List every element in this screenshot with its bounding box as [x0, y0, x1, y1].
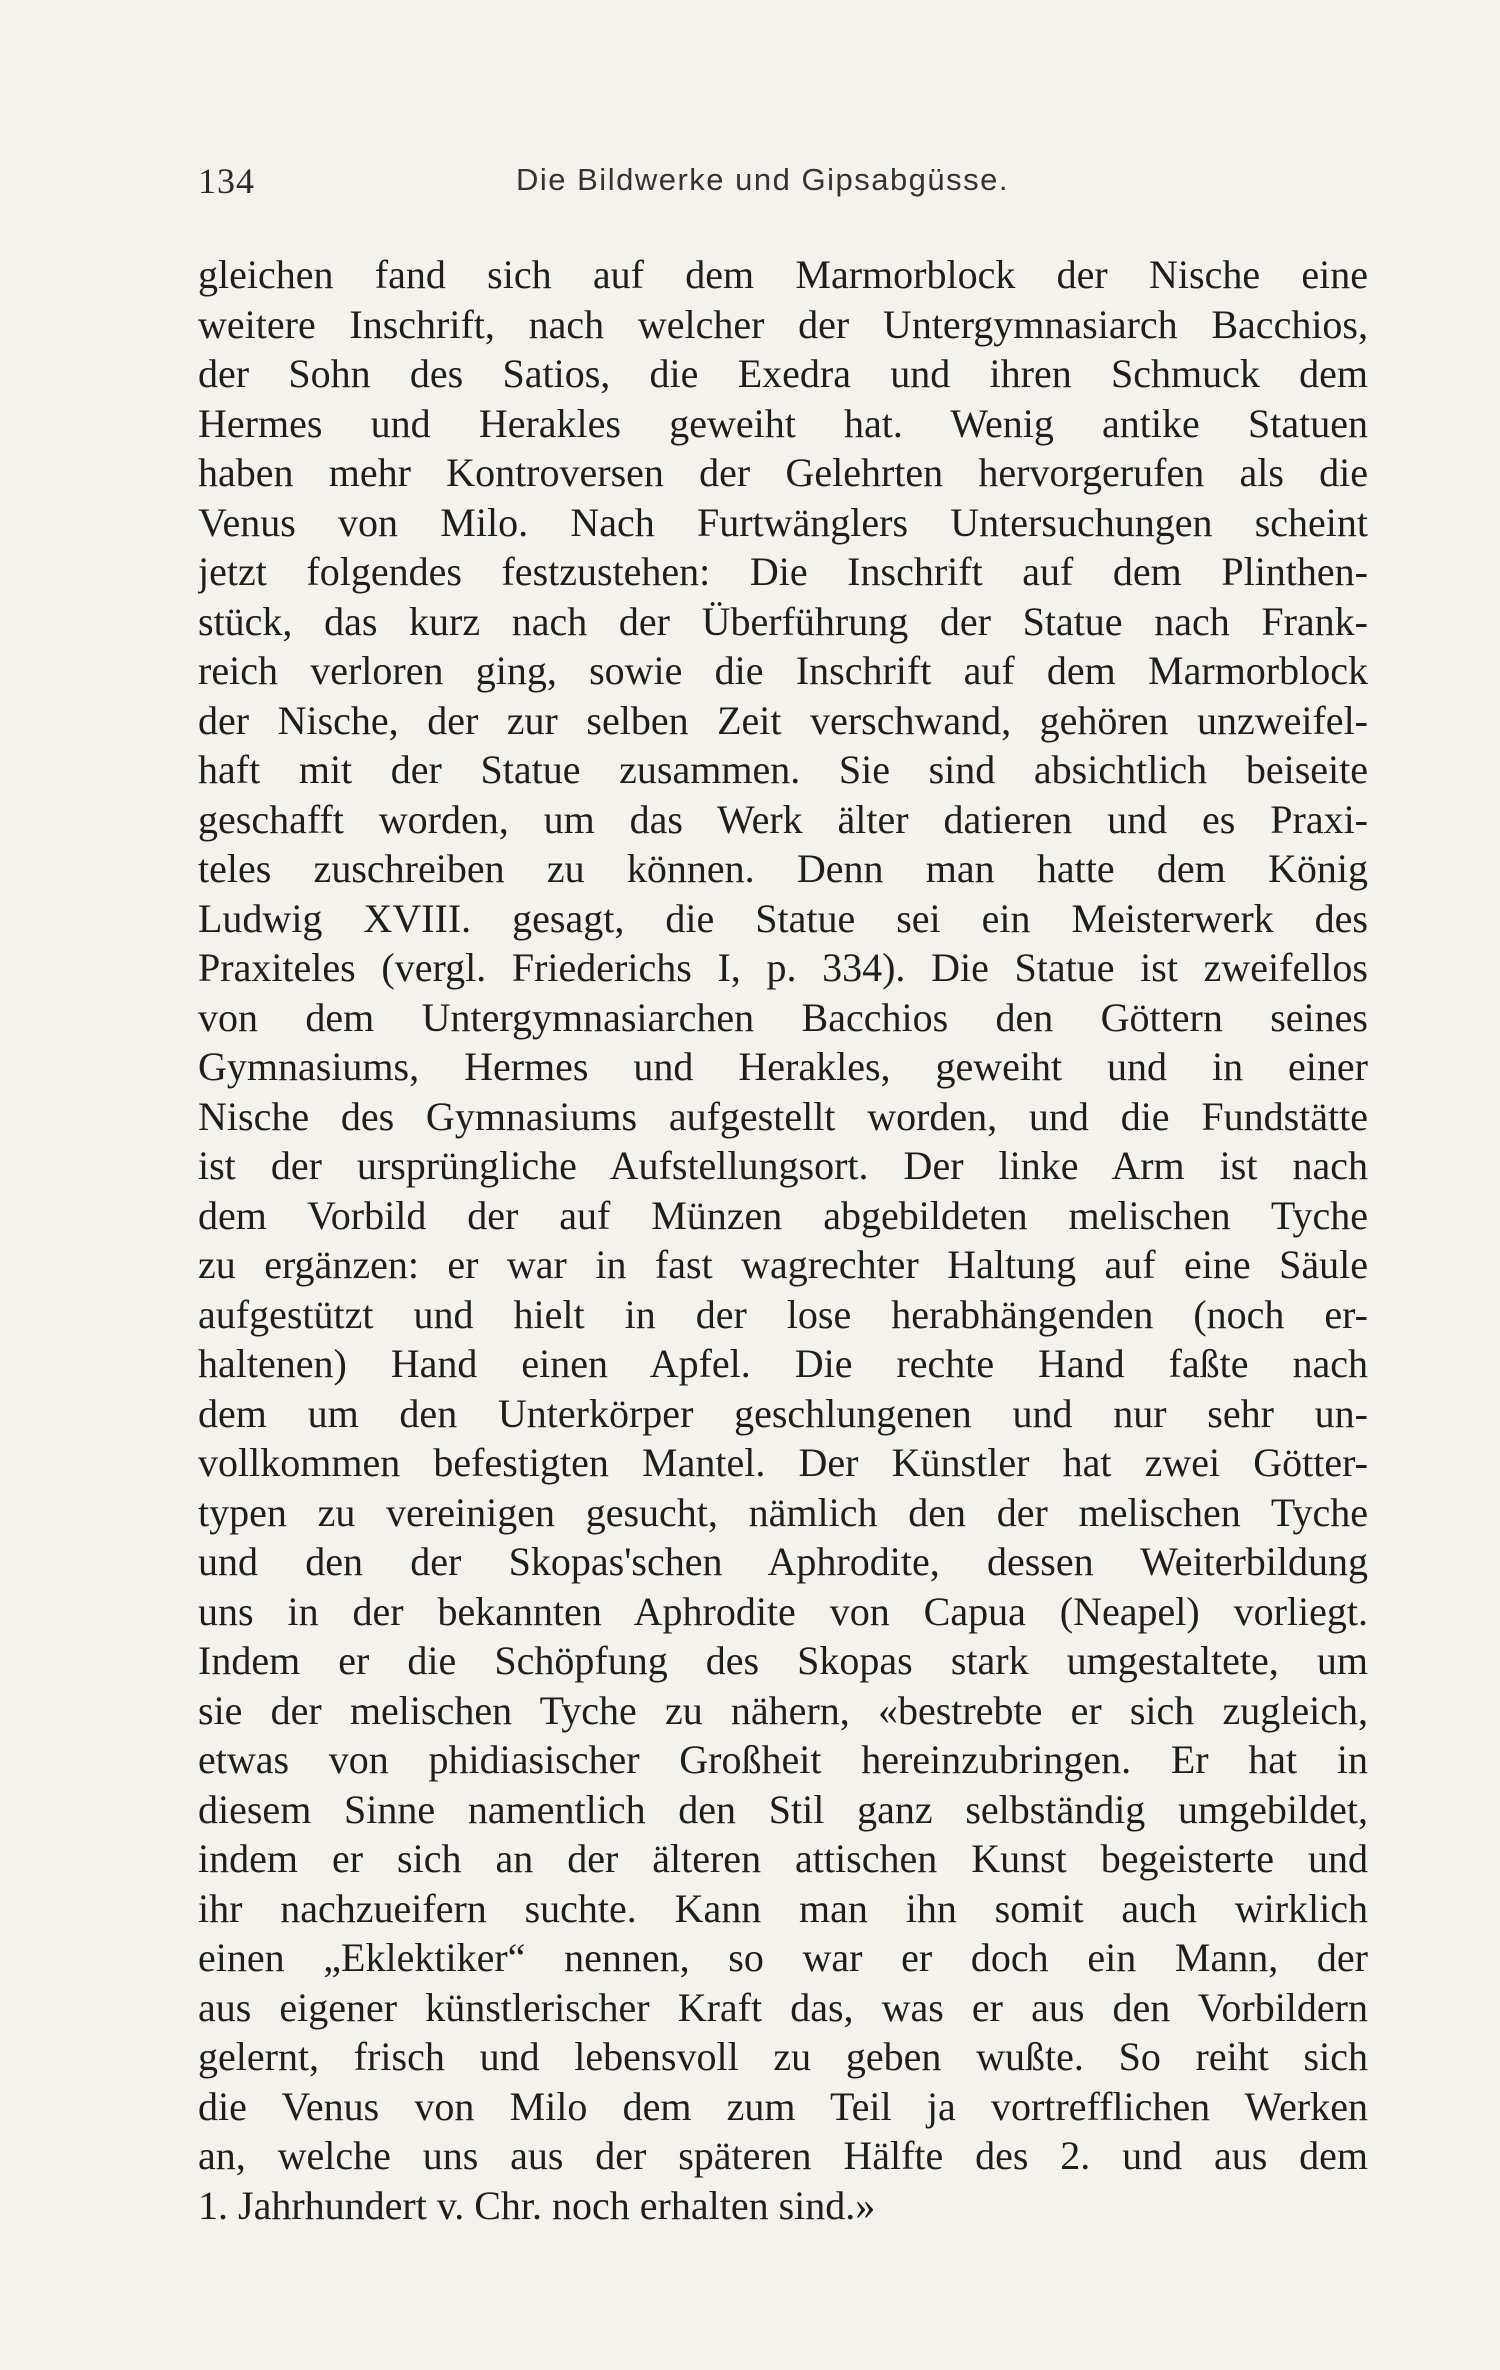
page-number: 134 — [198, 161, 255, 201]
text-line: indem er sich an der älteren attischen Kunst begeisterte und — [198, 1836, 1368, 1881]
text-line: geschafft worden, um das Werk älter datieren und es Praxi- — [198, 796, 1368, 842]
text-line: uns in der bekannten Aphrodite von Capua (Neapel) vorliegt. — [198, 1588, 1368, 1634]
text-line: jetzt folgendes festzustehen: Die Inschrift auf dem Plinthen- — [198, 549, 1368, 594]
text-line: etwas von phidiasischer Großheit hereinzubringen. Er hat in — [198, 1737, 1368, 1782]
running-title: Die Bildwerke und Gipsabgüsse. — [516, 162, 1010, 197]
text-line: aufgestützt und hielt in der lose herabhängenden (noch er- — [198, 1291, 1368, 1337]
text-line: haltenen) Hand einen Apfel. Die rechte Hand faßte nach — [198, 1341, 1368, 1386]
text-line: ist der ursprüngliche Aufstellungsort. Der linke Arm ist nach — [198, 1143, 1368, 1188]
text-line: zu ergänzen: er war in fast wagrechter Haltung auf eine Säule — [198, 1242, 1368, 1287]
text-line: reich verloren ging, sowie die Inschrift auf dem Marmorblock — [198, 648, 1368, 693]
text-line-last: 1. Jahrhundert v. Chr. noch erhalten sind.» — [198, 2182, 876, 2228]
text-line: Nische des Gymnasiums aufgestellt worden, und die Fundstätte — [198, 1093, 1368, 1139]
text-line: haben mehr Kontroversen der Gelehrten hervorgerufen als die — [198, 450, 1368, 495]
text-line: haft mit der Statue zusammen. Sie sind absichtlich beiseite — [198, 747, 1368, 792]
text-line: der Sohn des Satios, die Exedra und ihren Schmuck dem — [198, 351, 1368, 396]
text-line: die Venus von Milo dem zum Teil ja vortrefflichen Werken — [198, 2083, 1368, 2129]
text-line: vollkommen befestigten Mantel. Der Künstler hat zwei Götter- — [198, 1440, 1368, 1485]
text-line: typen zu vereinigen gesucht, nämlich den der melischen Tyche — [198, 1489, 1368, 1535]
text-line: gleichen fand sich auf dem Marmorblock der Nische eine — [198, 252, 1368, 297]
text-line: diesem Sinne namentlich den Stil ganz selbständig umgebildet, — [198, 1786, 1368, 1832]
body-text — [198, 250, 1368, 2230]
text-line: dem Vorbild der auf Münzen abgebildeten melischen Tyche — [198, 1192, 1368, 1238]
text-line: aus eigener künstlerischer Kraft das, was er aus den Vorbildern — [198, 1984, 1368, 2030]
text-line: Hermes und Herakles geweiht hat. Wenig antike Statuen — [198, 400, 1368, 446]
text-line: ihr nachzueifern suchte. Kann man ihn somit auch wirklich — [198, 1885, 1368, 1931]
text-line: stück, das kurz nach der Überführung der Statue nach Frank- — [198, 598, 1368, 644]
text-line: Venus von Milo. Nach Furtwänglers Untersuchungen scheint — [198, 499, 1368, 545]
text-line: Ludwig XVIII. gesagt, die Statue sei ein Meisterwerk des — [198, 895, 1368, 941]
text-line: Indem er die Schöpfung des Skopas stark umgestaltete, um — [198, 1638, 1368, 1683]
text-line: teles zuschreiben zu können. Denn man hatte dem König — [198, 846, 1368, 891]
text-line: der Nische, der zur selben Zeit verschwand, gehören unzweifel- — [198, 697, 1368, 743]
text-line: Gymnasiums, Hermes und Herakles, geweiht und in einer — [198, 1044, 1368, 1089]
text-line: einen „Eklektiker“ nennen, so war er doch ein Mann, der — [198, 1935, 1368, 1980]
page-header — [198, 160, 1368, 210]
text-line: weitere Inschrift, nach welcher der Untergymnasiarch Bacchios, — [198, 301, 1368, 347]
text-line: sie der melischen Tyche zu nähern, «bestrebte er sich zugleich, — [198, 1687, 1368, 1733]
text-line: Praxiteles (vergl. Friederichs I, p. 334). Die Statue ist zweifellos — [198, 945, 1368, 990]
text-line: dem um den Unterkörper geschlungenen und nur sehr un- — [198, 1390, 1368, 1436]
text-line: gelernt, frisch und lebensvoll zu geben wußte. So reiht sich — [198, 2034, 1368, 2079]
text-line: an, welche uns aus der späteren Hälfte des 2. und aus dem — [198, 2133, 1368, 2178]
text-line: und den der Skopas'schen Aphrodite, dessen Weiterbildung — [198, 1539, 1368, 1584]
text-line: von dem Untergymnasiarchen Bacchios den Göttern seines — [198, 994, 1368, 1040]
